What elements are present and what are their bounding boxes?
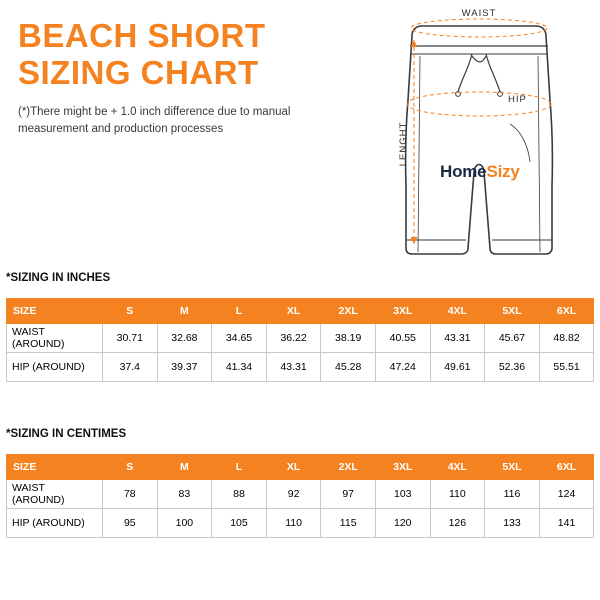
table-cell: 95 [103, 509, 158, 538]
row-label-line-2: (AROUND) [12, 338, 65, 350]
column-header: M [157, 455, 212, 480]
column-header: 6XL [539, 299, 594, 324]
column-header: 6XL [539, 455, 594, 480]
column-header: 5XL [485, 455, 540, 480]
column-header: 2XL [321, 299, 376, 324]
page-title-line-1: BEACH SHORT [18, 17, 266, 54]
page-title-line-2: SIZING CHART [18, 53, 259, 91]
column-header: 2XL [321, 455, 376, 480]
table-row [7, 509, 594, 538]
column-header: XL [266, 455, 321, 480]
column-header: XL [266, 299, 321, 324]
brand-name-second: Sizy [486, 162, 520, 181]
column-header: 3XL [375, 299, 430, 324]
sizing-table-centimes [6, 454, 594, 538]
brand-logo [440, 162, 520, 182]
table-cell: 49.61 [430, 353, 485, 382]
column-header: 4XL [430, 299, 485, 324]
table-cell: 37.4 [103, 353, 158, 382]
table-cell: 45.67 [485, 324, 540, 353]
row-label: HIP (AROUND) [7, 353, 103, 382]
table-cell: 41.34 [212, 353, 267, 382]
sizing-table-centimes-wrapper [6, 454, 594, 538]
table-cell: 43.31 [266, 353, 321, 382]
column-header: SIZE [7, 455, 103, 480]
table-cell: 115 [321, 509, 376, 538]
table-cell: 110 [430, 480, 485, 509]
table-cell: 43.31 [430, 324, 485, 353]
row-label [7, 324, 103, 353]
svg-text:LENGHT: LENGHT [398, 121, 409, 167]
table-cell: 52.36 [485, 353, 540, 382]
table-row [7, 480, 594, 509]
disclaimer-note: (*)There might be + 1.0 inch difference due to manual measurement and production processes [18, 105, 291, 135]
column-header: 4XL [430, 455, 485, 480]
table-cell: 55.51 [539, 353, 594, 382]
table-cell: 40.55 [375, 324, 430, 353]
sizing-table-inches-wrapper [6, 298, 594, 382]
table-cell: 120 [375, 509, 430, 538]
table-row [7, 353, 594, 382]
svg-text:WAIST: WAIST [461, 8, 497, 19]
brand-name-first: Home [440, 162, 487, 181]
table-cell: 103 [375, 480, 430, 509]
table-cell: 78 [103, 480, 158, 509]
column-header: L [212, 455, 267, 480]
section-label-inches: *SIZING IN INCHES [6, 272, 111, 284]
shorts-illustration [360, 4, 598, 266]
table-cell: 124 [539, 480, 594, 509]
row-label: HIP (AROUND) [7, 509, 103, 538]
column-header: 3XL [375, 455, 430, 480]
title-block [18, 18, 358, 137]
table-header-row [7, 299, 594, 324]
section-label-centimes: *SIZING IN CENTIMES [6, 428, 127, 440]
table-cell: 48.82 [539, 324, 594, 353]
table-cell: 92 [266, 480, 321, 509]
table-cell: 36.22 [266, 324, 321, 353]
table-cell: 133 [485, 509, 540, 538]
table-cell: 88 [212, 480, 267, 509]
column-header: L [212, 299, 267, 324]
table-cell: 83 [157, 480, 212, 509]
row-label [7, 480, 103, 509]
table-cell: 30.71 [103, 324, 158, 353]
sizing-table-inches [6, 298, 594, 382]
table-cell: 32.68 [157, 324, 212, 353]
table-cell: 34.65 [212, 324, 267, 353]
table-header-row [7, 455, 594, 480]
column-header: S [103, 455, 158, 480]
table-cell: 126 [430, 509, 485, 538]
table-cell: 110 [266, 509, 321, 538]
table-cell: 141 [539, 509, 594, 538]
table-row [7, 324, 594, 353]
row-label-line-1: WAIST [12, 325, 45, 338]
table-cell: 39.37 [157, 353, 212, 382]
svg-text:HIP: HIP [508, 94, 527, 105]
row-label-line-1: WAIST [12, 481, 45, 494]
table-cell: 116 [485, 480, 540, 509]
table-cell: 100 [157, 509, 212, 538]
column-header: 5XL [485, 299, 540, 324]
column-header: M [157, 299, 212, 324]
column-header: SIZE [7, 299, 103, 324]
table-cell: 45.28 [321, 353, 376, 382]
row-label-line-2: (AROUND) [12, 494, 65, 506]
header [0, 0, 600, 268]
column-header: S [103, 299, 158, 324]
table-cell: 47.24 [375, 353, 430, 382]
table-cell: 105 [212, 509, 267, 538]
table-cell: 38.19 [321, 324, 376, 353]
table-cell: 97 [321, 480, 376, 509]
